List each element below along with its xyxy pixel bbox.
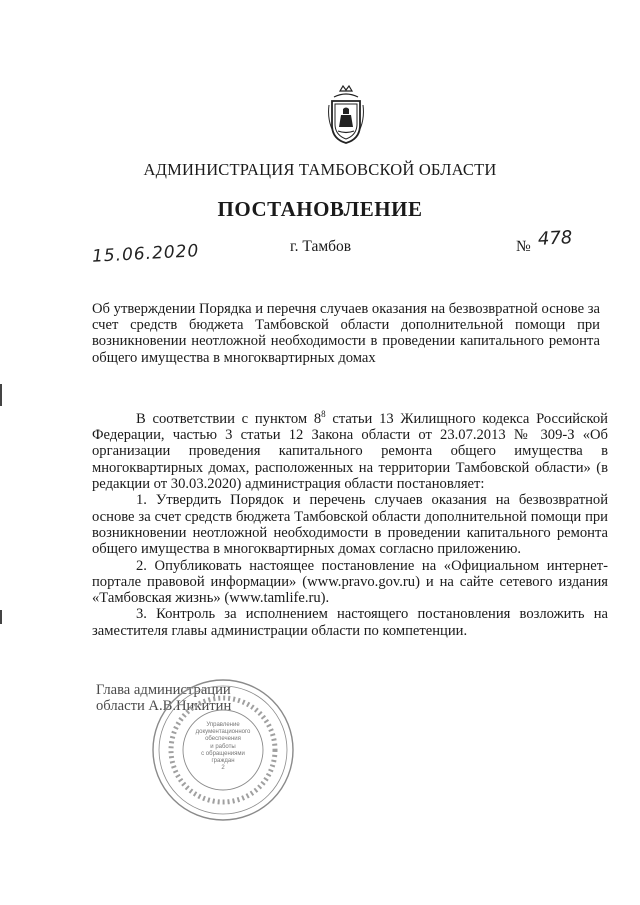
intro-text-end: статьи 13 Жилищного кодекса Российской Федерации, частью 3 статьи 12 Закона области от 23.07.2013 № 309-З «Об организации проведения капитального ремонта общего имущества в многоквартирных домах, расположенных на территории Тамбовской области» (в редакции от 30.03.2020) администрация области постановляет: [92, 410, 608, 493]
handwritten-date: 15.06.2020 [91, 241, 200, 267]
document-subject: Об утверждении Порядка и перечня случаев оказания на безвозвратной основе за счет средств бюджета Тамбовской области дополнительной помощи при возникновении неотложной необходимости в проведении капитального ремонта общего имущества в многоквартирных домах [92, 301, 600, 366]
intro-paragraph [92, 406, 608, 492]
item-3-paragraph: 3. Контроль за исполнением настоящего постановления возложить на заместителя главы администрации области по компетенции. [92, 606, 608, 639]
item-1-paragraph: 1. Утвердить Порядок и перечень случаев оказания на безвозвратной основе за счет средств бюджета Тамбовской области дополнительной помощи при возникновении неотложной необходимости в проведении капитального ремонта общего имущества в многоквартирных домах согласно приложению. [92, 492, 608, 558]
intro-superscript: 8 [321, 409, 326, 419]
coat-of-arms-emblem [326, 85, 366, 145]
number-sign: № [516, 238, 531, 255]
stamp-inner-text: Управление документационного обеспечения и работы с обращениями граждан 2 [195, 722, 251, 772]
margin-mark [0, 610, 2, 624]
signature-line-1: Глава администрации [96, 682, 231, 698]
document-body [92, 406, 608, 639]
city-label: г. Тамбов [290, 238, 352, 255]
document-type: ПОСТАНОВЛЕНИЕ [217, 197, 423, 221]
item-2-paragraph: 2. Опубликовать настоящее постановление на «Официальном интернет-портале правовой информации» (www.pravo.gov.ru) и на сайте сетевого издания «Тамбовская жизнь» (www.tamlife.ru). [92, 557, 608, 607]
handwritten-number: 478 [537, 227, 573, 250]
margin-mark [0, 384, 2, 406]
organization-title: АДМИНИСТРАЦИЯ ТАМБОВСКОЙ ОБЛАСТИ [143, 160, 497, 179]
signature-line-2: области А.В.Никитин [96, 697, 232, 714]
intro-text-start: В соответствии с пунктом 8 [136, 410, 322, 427]
